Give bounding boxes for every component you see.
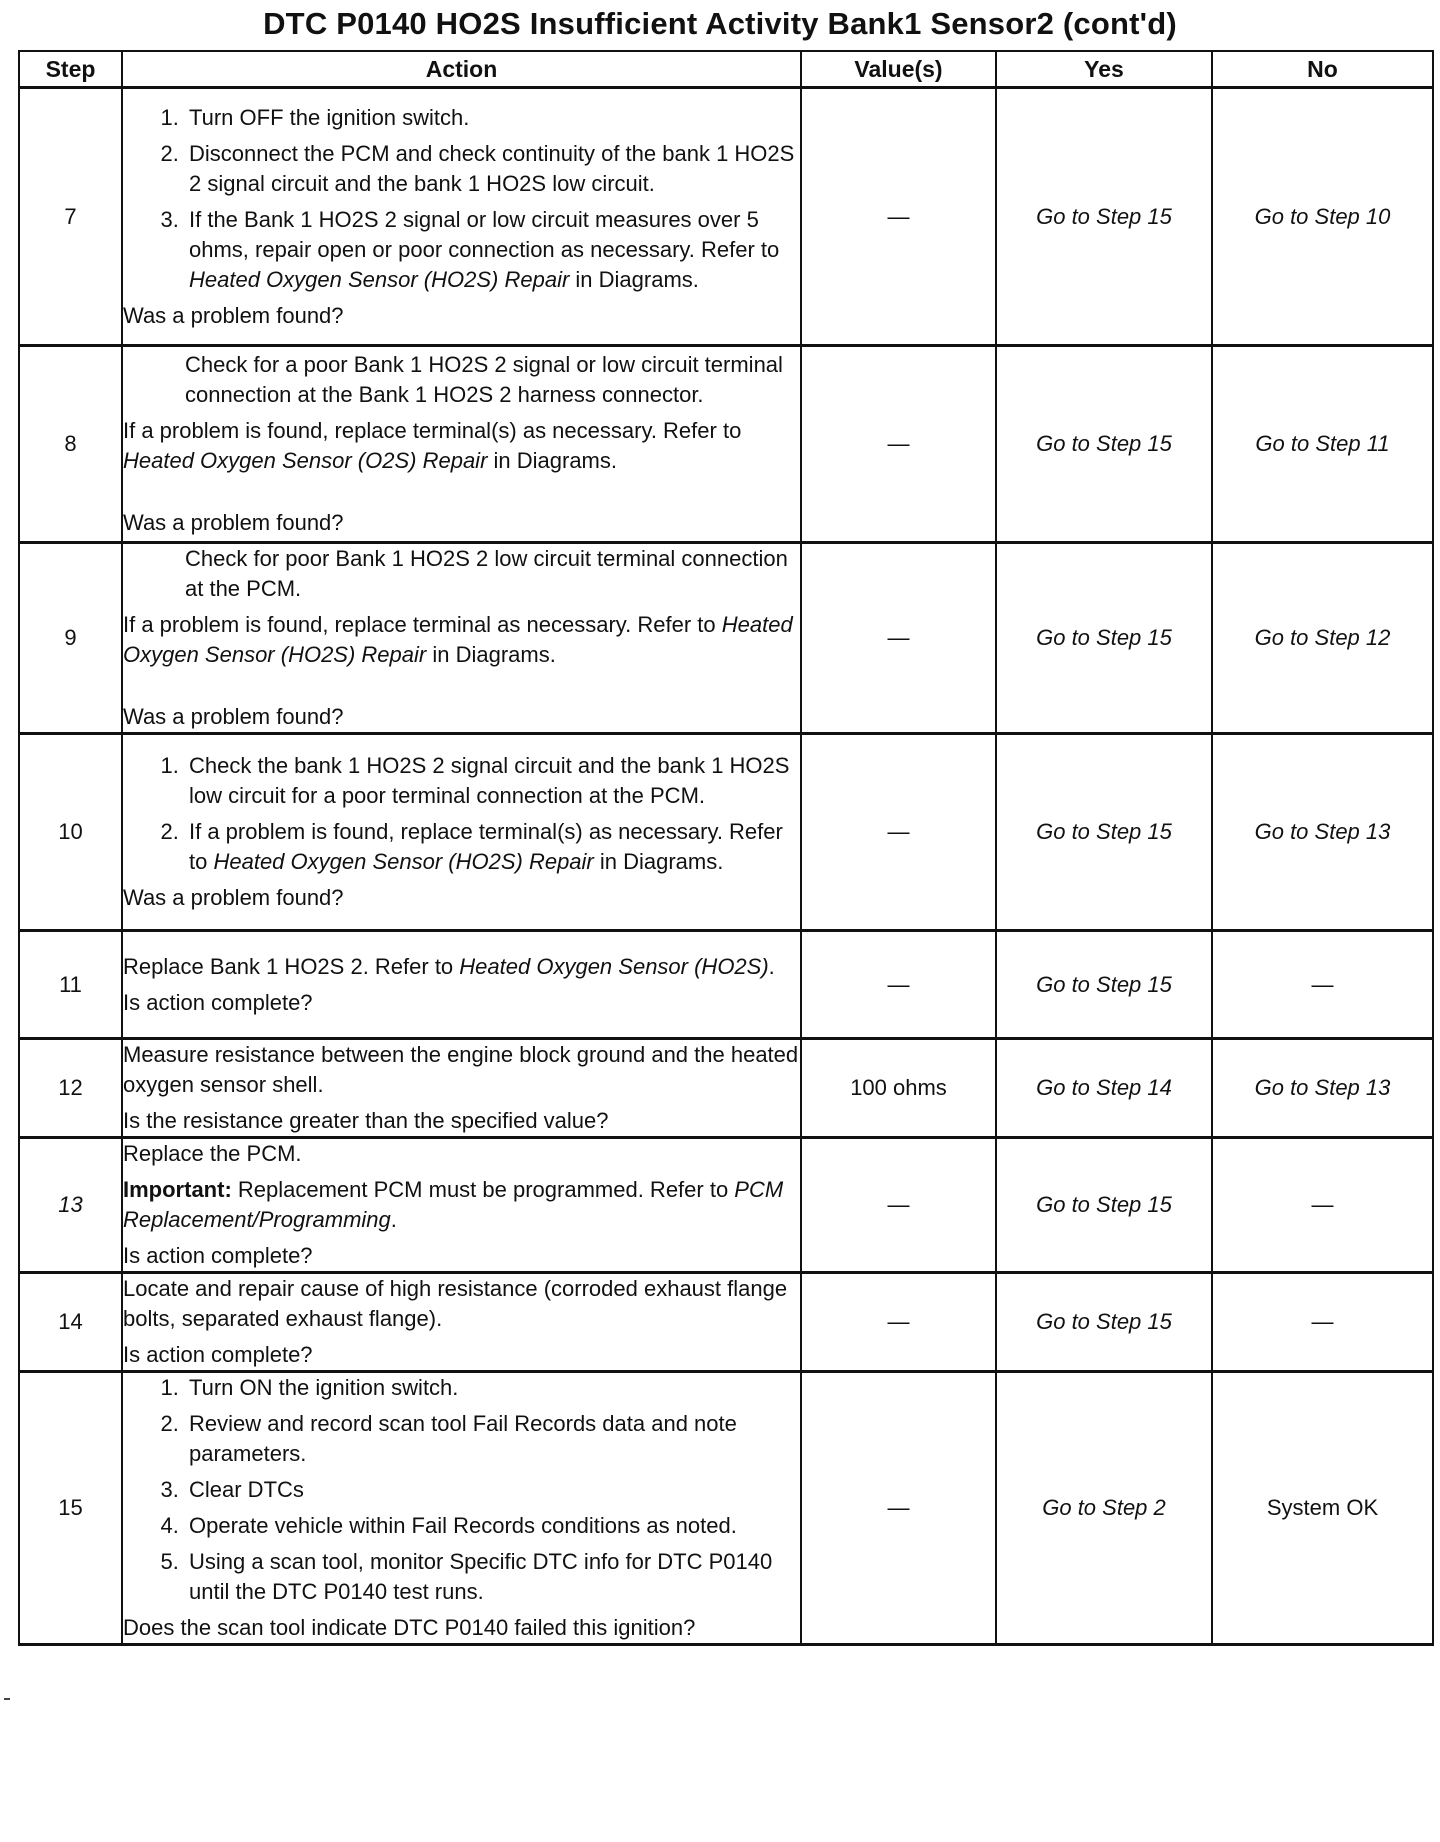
action-step: 2. Disconnect the PCM and check continuity of the bank 1 HO2S 2 signal circuit and the bank 1 HO2S low circuit.	[185, 139, 800, 199]
page-title: DTC P0140 HO2S Insufficient Activity Bank1 Sensor2 (cont'd)	[263, 6, 1177, 41]
action-steps-list	[123, 103, 800, 295]
yes-action: Go to Step 2	[996, 1372, 1212, 1645]
yes-action: Go to Step 15	[996, 1138, 1212, 1273]
yes-action: Go to Step 14	[996, 1039, 1212, 1138]
no-column-header: No	[1212, 51, 1433, 88]
important-label: Important:	[123, 1177, 232, 1202]
reference-link-text: Heated Oxygen Sensor (HO2S)	[459, 953, 769, 979]
action-instruction: Locate and repair cause of high resistance (corroded exhaust flange bolts, separated exhaust flange).	[123, 1276, 788, 1331]
table-header-row	[19, 51, 1433, 88]
no-action: Go to Step 11	[1212, 346, 1433, 543]
yes-action: Go to Step 15	[996, 543, 1212, 734]
table-row	[19, 88, 1433, 346]
step-number: 13	[19, 1138, 122, 1273]
table-row	[19, 1039, 1433, 1138]
no-action: —	[1212, 1273, 1433, 1372]
table-row	[19, 1372, 1433, 1645]
table-row	[19, 734, 1433, 931]
value-cell: —	[801, 931, 996, 1039]
reference-link-text: Heated Oxygen Sensor (HO2S) Repair	[189, 266, 570, 292]
diagnostic-table	[18, 50, 1434, 1646]
step-number: 15	[19, 1372, 122, 1645]
no-action: Go to Step 12	[1212, 543, 1433, 734]
reference-link-text: Heated Oxygen Sensor (HO2S) Repair	[123, 612, 793, 667]
action-instruction: If a problem is found, replace terminal as necessary. Refer to Heated Oxygen Sensor (HO2S) Repair in Diagrams.	[123, 612, 793, 667]
value-cell: —	[801, 1372, 996, 1645]
value-cell: —	[801, 1138, 996, 1273]
action-steps-list	[123, 1373, 800, 1607]
action-question: Was a problem found?	[123, 302, 344, 328]
action-step: 2. If a problem is found, replace terminal(s) as necessary. Refer to Heated Oxygen Sensor (HO2S) Repair in Diagrams.	[185, 817, 800, 877]
step-number: 11	[19, 931, 122, 1039]
action-step: 2. Review and record scan tool Fail Records data and note parameters.	[185, 1409, 800, 1469]
yes-action: Go to Step 15	[996, 346, 1212, 543]
step-number: 8	[19, 346, 122, 543]
values-column-header: Value(s)	[801, 51, 996, 88]
step-number: 9	[19, 543, 122, 734]
value-cell: —	[801, 1273, 996, 1372]
action-cell	[122, 1273, 801, 1372]
yes-action: Go to Step 15	[996, 88, 1212, 346]
action-cell	[122, 346, 801, 543]
value-cell: —	[801, 346, 996, 543]
action-step: 1. Turn ON the ignition switch.	[185, 1373, 800, 1403]
action-instruction: Replace Bank 1 HO2S 2. Refer to Heated Oxygen Sensor (HO2S).	[123, 953, 775, 979]
action-question: Was a problem found?	[123, 885, 344, 910]
table-row	[19, 1138, 1433, 1273]
no-action: Go to Step 13	[1212, 734, 1433, 931]
action-cell	[122, 931, 801, 1039]
action-step: 1. Check the bank 1 HO2S 2 signal circuit and the bank 1 HO2S low circuit for a poor terminal connection at the PCM.	[185, 751, 800, 811]
action-cell	[122, 1039, 801, 1138]
scan-margin-mark	[4, 1698, 10, 1700]
action-question: Is action complete?	[123, 1342, 313, 1367]
no-action: Go to Step 10	[1212, 88, 1433, 346]
action-cell	[122, 1138, 801, 1273]
no-action: System OK	[1212, 1372, 1433, 1645]
action-step: 4. Operate vehicle within Fail Records conditions as noted.	[185, 1511, 800, 1541]
yes-action: Go to Step 15	[996, 734, 1212, 931]
action-cell	[122, 734, 801, 931]
value-cell: —	[801, 88, 996, 346]
action-question: Is the resistance greater than the specified value?	[123, 1108, 609, 1133]
action-question: Was a problem found?	[123, 704, 344, 729]
step-column-header: Step	[19, 51, 122, 88]
action-step: 5. Using a scan tool, monitor Specific DTC info for DTC P0140 until the DTC P0140 test runs.	[185, 1547, 800, 1607]
no-action: —	[1212, 931, 1433, 1039]
no-action: Go to Step 13	[1212, 1039, 1433, 1138]
action-cell	[122, 543, 801, 734]
action-step: 1. Turn OFF the ignition switch.	[185, 103, 800, 133]
value-cell: —	[801, 543, 996, 734]
yes-action: Go to Step 15	[996, 1273, 1212, 1372]
reference-link-text: PCM Replacement/Programming	[123, 1177, 784, 1232]
action-question: Is action complete?	[123, 989, 313, 1015]
action-steps-list	[123, 751, 800, 877]
table-row	[19, 1273, 1433, 1372]
action-cell	[122, 88, 801, 346]
yes-column-header: Yes	[996, 51, 1212, 88]
value-cell: —	[801, 734, 996, 931]
action-cell	[122, 1372, 801, 1645]
action-instruction: Replace the PCM.	[123, 1141, 302, 1166]
action-instruction: Check for a poor Bank 1 HO2S 2 signal or low circuit terminal connection at the Bank 1 HO2S 2 harness connector.	[185, 352, 783, 407]
step-number: 7	[19, 88, 122, 346]
important-note: Important: Replacement PCM must be programmed. Refer to PCM Replacement/Programming.	[123, 1177, 784, 1232]
step-number: 12	[19, 1039, 122, 1138]
action-instruction: If a problem is found, replace terminal(s) as necessary. Refer to Heated Oxygen Sensor (O2S) Repair in Diagrams.	[123, 418, 742, 473]
reference-link-text: Heated Oxygen Sensor (O2S) Repair	[123, 448, 488, 473]
action-instruction: Check for poor Bank 1 HO2S 2 low circuit terminal connection at the PCM.	[185, 546, 788, 601]
reference-link-text: Heated Oxygen Sensor (HO2S) Repair	[213, 849, 594, 874]
action-question: Was a problem found?	[123, 510, 344, 535]
yes-action: Go to Step 15	[996, 931, 1212, 1039]
step-number: 10	[19, 734, 122, 931]
no-action: —	[1212, 1138, 1433, 1273]
action-step: 3. Clear DTCs	[185, 1475, 800, 1505]
action-question: Is action complete?	[123, 1243, 313, 1268]
step-number: 14	[19, 1273, 122, 1372]
action-step: 3. If the Bank 1 HO2S 2 signal or low circuit measures over 5 ohms, repair open or poor connection as necessary. Refer to Heated Oxygen Sensor (HO2S) Repair in Diagrams.	[185, 205, 800, 295]
table-row	[19, 543, 1433, 734]
action-question: Does the scan tool indicate DTC P0140 failed this ignition?	[123, 1615, 696, 1640]
action-instruction: Measure resistance between the engine block ground and the heated oxygen sensor shell.	[123, 1042, 799, 1097]
action-column-header: Action	[122, 51, 801, 88]
table-row	[19, 931, 1433, 1039]
value-cell: 100 ohms	[801, 1039, 996, 1138]
table-row	[19, 346, 1433, 543]
